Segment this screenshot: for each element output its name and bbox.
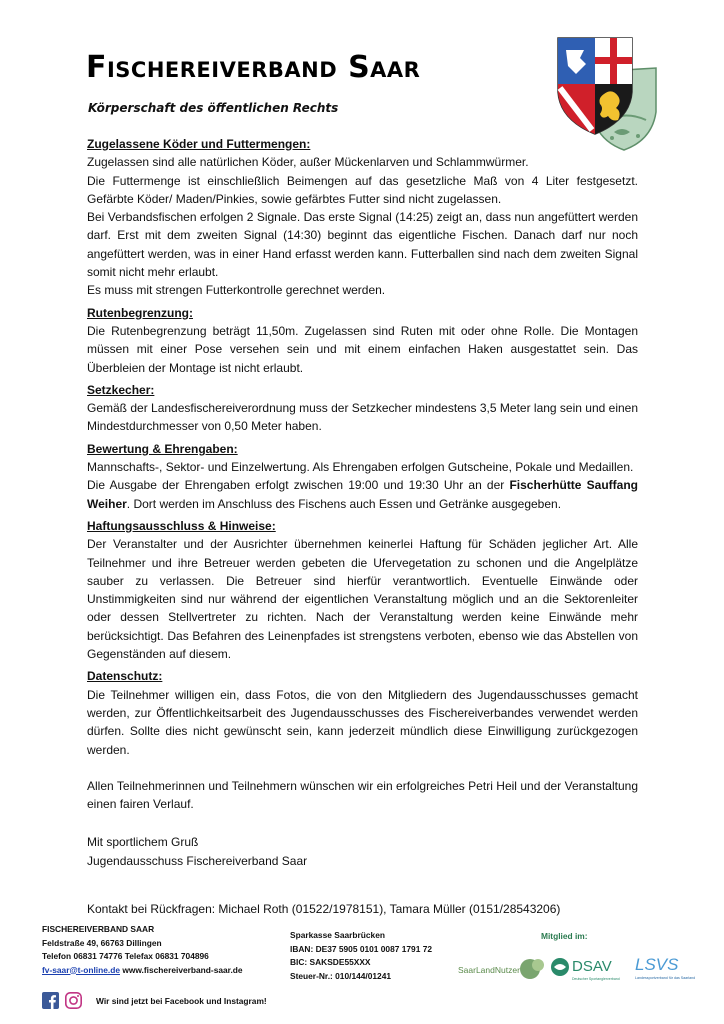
paragraph: Der Veranstalter und der Ausrichter übernehmen keinerlei Haftung für Schäden jeglicher Art. Alle Teilnehmer und ihre Betreuer werden gebeten die Ufervegetation zu schonen und die Angelplätze sauber zu verlassen. Die Betreuer sind hierfür verantwortlich. Eventuelle Einwände oder Unstimmigkeiten sind nur während der eigentlichen Veranstaltung möglich und an die Sektorenleiter oder dessen Stellvertreter zu richten. Nach der Veranstaltung werden keine Einwände mehr berücksichtigt. Das Befahren des Leinenpfades ist strengstens verboten, ebenso wie das Abstellen von Gegenständen auf diesem. (87, 537, 638, 662)
saarland-logo-text: SaarLandNutzer (458, 965, 520, 975)
section-heading: Setzkecher: (87, 382, 155, 397)
lsvs-logo-subtext: Landessportverband für das Saarland (635, 976, 696, 980)
paragraph: Die Rutenbegrenzung beträgt 11,50m. Zugelassen sind Ruten mit oder ohne Rolle. Die Montagen müssen mit einer Pose versehen sein und mit einem einfachen Haken ausgestattet sein. Das Überbleien der Montage ist nicht erlaubt. (87, 323, 638, 375)
footer-street: Feldstraße 49, 66763 Dillingen (42, 937, 162, 948)
document-body (87, 135, 638, 918)
section-liability (87, 517, 638, 663)
paragraph: Es muss mit strengen Futterkontrolle gerechnet werden. (87, 283, 386, 298)
venue-name: Fischerhütte Sauffang Weiher (87, 478, 638, 511)
bank-iban: IBAN: DE37 5905 0101 0087 1791 72 (290, 943, 433, 954)
paragraph: Mannschafts-, Sektor- und Einzelwertung. Als Ehrengaben erfolgen Gutscheine, Pokale und Medaillen. (87, 460, 634, 475)
member-label: Mitglied im: (541, 931, 588, 941)
paragraph: Bei Verbandsfischen erfolgen 2 Signale. Das erste Signal (14:25) zeigt an, dass nun angefüttert werden darf. Erst mit dem zweiten Signal (14:30) beginnt das eigentliche Fischen. Danach darf nur noch angefüttert werden, was in einer Hand erfasst werden kann. Futterballen sind nach dem zweiten Signal somit nicht mehr erlaubt. (87, 210, 638, 280)
paragraph-text: . Dort werden im Anschluss des Fischens auch Essen und Getränke ausgegeben. (126, 496, 562, 511)
dsav-logo-subtext: Deutscher Sportanglerverband (572, 977, 620, 981)
section-privacy (87, 667, 638, 758)
contact-line: Kontakt bei Rückfragen: Michael Roth (01522/1978151), Tamara Müller (0151/28543206) (87, 901, 561, 916)
bank-bic: BIC: SAKSDE55XXX (290, 957, 371, 967)
section-bait (87, 135, 638, 300)
section-scoring (87, 440, 638, 513)
paragraph: Die Futtermenge ist einschließlich Beimengen auf das gesetzliche Maß von 4 Liter festgesetzt. Gefärbte Köder/ Maden/Pinkies, sowie gefärbtes Futter sind nicht zugelassen. (87, 173, 638, 206)
section-heading: Rutenbegrenzung: (87, 305, 193, 320)
page-subtitle: Körperschaft des öffentlichen Rechts (88, 101, 339, 115)
closing-greeting: Mit sportlichem Gruß (87, 835, 199, 850)
social-text: Wir sind jetzt bei Facebook und Instagram! (96, 995, 267, 1006)
instagram-icon[interactable] (65, 992, 82, 1009)
section-heading: Bewertung & Ehrengaben: (87, 441, 238, 456)
bank-name: Sparkasse Saarbrücken (290, 930, 385, 940)
footer-bank-details (290, 929, 470, 983)
tax-number: Steuer-Nr.: 010/144/01241 (290, 970, 392, 981)
section-keepnet (87, 381, 638, 436)
lsvs-logo (634, 950, 696, 986)
closing-signature: Jugendausschuss Fischereiverband Saar (87, 853, 308, 868)
lsvs-logo-text: LSVS (635, 955, 679, 974)
paragraph: Gemäß der Landesfischereiverordnung muss der Setzkecher mindestens 3,5 Meter lang sein und einen Mindestdurchmesser von 0,50 Meter haben. (87, 401, 638, 434)
social-bar (42, 992, 267, 1009)
footer-address (42, 923, 282, 977)
dsav-logo (550, 952, 630, 986)
section-heading: Datenschutz: (87, 669, 163, 684)
footer-contact-links (42, 964, 282, 978)
facebook-icon[interactable] (42, 992, 59, 1009)
footer-phone: Telefon 06831 74776 Telefax 06831 704896 (42, 951, 209, 961)
paragraph: Die Teilnehmer willigen ein, dass Fotos, die von den Mitgliedern des Jugendausschusses gemacht werden, zur Öffentlichkeitsarbeit des Jugendausschusses des Fischereiverbandes verwendet werden dürfen. Sollte dies nicht gewünscht sein, kann jederzeit mündlich diese Einwilligung zurückgezogen werden. (87, 687, 638, 757)
paragraph: Zugelassen sind alle natürlichen Köder, außer Mückenlarven und Schlammwürmer. (87, 155, 529, 170)
website-link[interactable]: www.fischereiverband-saar.de (122, 964, 243, 975)
email-link[interactable]: fv-saar@t-online.de (42, 964, 120, 975)
section-heading: Haftungsausschluss & Hinweise: (87, 518, 276, 533)
saarland-nutzer-logo (458, 956, 548, 982)
dsav-logo-text: DSAV (572, 958, 612, 975)
paragraph-text: Die Ausgabe der Ehrengaben erfolgt zwischen 19:00 und 19:30 Uhr an der (87, 478, 510, 493)
paragraph (87, 476, 638, 513)
closing-wish: Allen Teilnehmerinnen und Teilnehmern wünschen wir ein erfolgreiches Petri Heil und der Veranstaltung einen fairen Verlauf. (87, 778, 638, 812)
section-rod-limit (87, 304, 638, 377)
page-title: Fischereiverband Saar (86, 50, 421, 85)
footer-org-name: FISCHEREIVERBAND SAAR (42, 924, 155, 934)
section-heading: Zugelassene Köder und Futtermengen: (87, 137, 311, 151)
